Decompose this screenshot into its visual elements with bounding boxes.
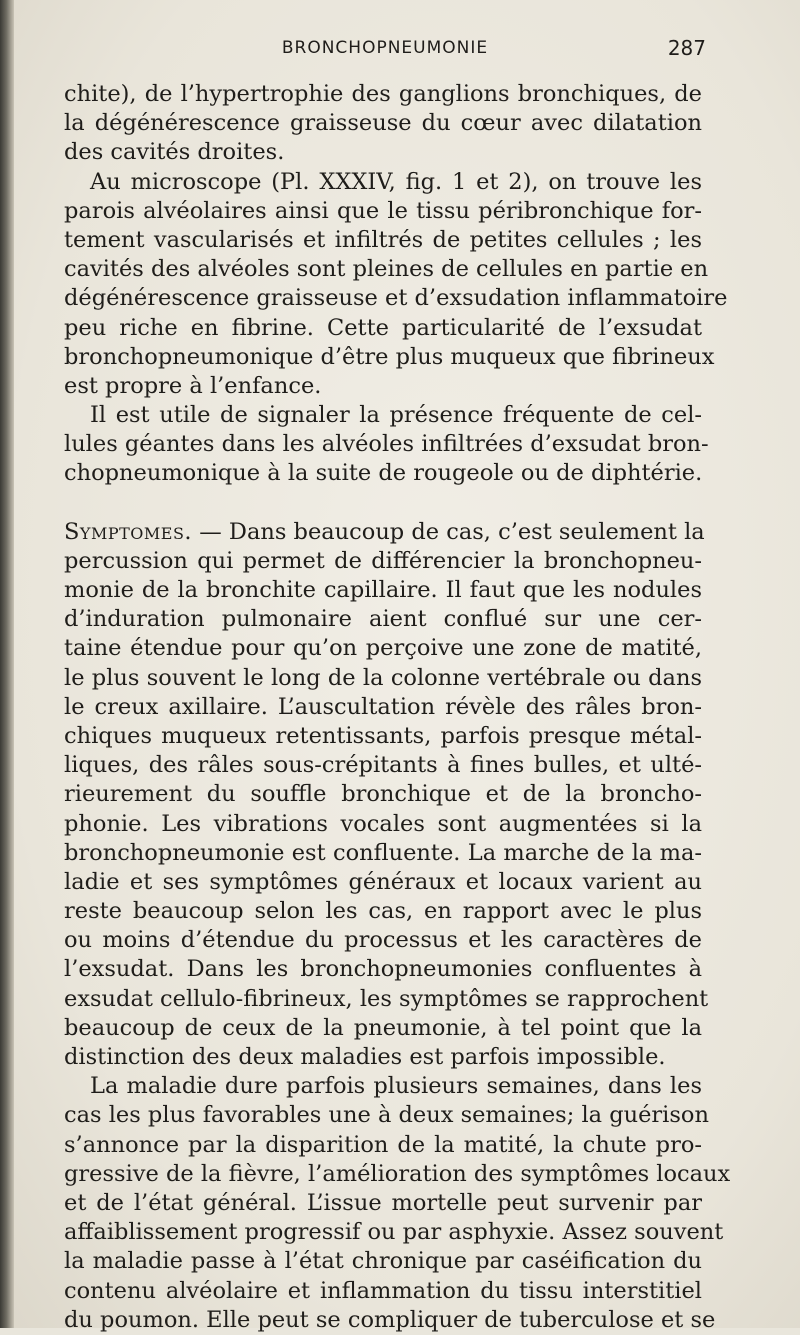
paragraphs-before-symptoms — [64, 80, 728, 489]
text-line: dégénérescence graisseuse et d’exsudation inflammatoire — [64, 285, 728, 312]
paragraph-gap — [64, 489, 702, 518]
running-title: BRONCHOPNEUMONIE — [281, 38, 489, 58]
symptoms-heading: Symptomes. — [64, 518, 193, 545]
text-line: contenu alvéolaire et inflammation du tissu interstitiel — [64, 1277, 702, 1304]
page-number: 287 — [667, 36, 706, 60]
text-line: le creux axillaire. L’auscultation révèle des râles bron- — [64, 693, 702, 720]
text-line: d’induration pulmonaire aient conflué sur une cer- — [64, 606, 702, 633]
symptoms-first-line — [64, 518, 705, 547]
text-line: le plus souvent le long de la colonne vertébrale ou dans — [64, 664, 702, 691]
symptoms-first-line-text: — Dans beaucoup de cas, c’est seulement la — [192, 518, 705, 545]
text-line: rieurement du souffle bronchique et de la broncho- — [64, 781, 702, 808]
text-line: des cavités droites. — [64, 139, 285, 166]
text-line: peu riche en fibrine. Cette particularité de l’exsudat — [64, 314, 702, 341]
text-line: chite), de l’hypertrophie des ganglions bronchiques, de — [64, 81, 702, 107]
text-line: liques, des râles sous-crépitants à fines bulles, et ulté- — [64, 752, 702, 779]
body-text — [64, 80, 731, 1335]
text-line: parois alvéolaires ainsi que le tissu péribronchique for- — [64, 197, 702, 224]
symptoms-paragraphs — [64, 547, 731, 1335]
text-line: monie de la bronchite capillaire. Il faut que les nodules — [64, 577, 702, 603]
text-line: chopneumonique à la suite de rougeole ou de diphtérie. — [64, 460, 703, 487]
text-line: chiques muqueux retentissants, parfois presque métal- — [64, 722, 702, 749]
text-line: Il est utile de signaler la présence fréquente de cel- — [90, 402, 702, 429]
text-line: phonie. Les vibrations vocales sont augmentées si la — [64, 810, 702, 837]
text-line: s’annonce par la disparition de la matité, la chute pro- — [64, 1131, 702, 1158]
text-line: taine étendue pour qu’on perçoive une zone de matité, — [64, 635, 702, 662]
text-line: percussion qui permet de différencier la bronchopneu- — [64, 547, 702, 574]
text-line: bronchopneumonie est confluente. La marche de la ma- — [64, 839, 702, 866]
text-line: cavités des alvéoles sont pleines de cellules en partie en — [64, 256, 709, 283]
page-binding-edge — [0, 0, 14, 1328]
text-line: reste beaucoup selon les cas, en rapport avec le plus — [64, 898, 702, 925]
text-line: la dégénérescence graisseuse du cœur avec dilatation — [64, 110, 702, 137]
text-line: bronchopneumonique d’être plus muqueux que fibrineux — [64, 343, 715, 370]
text-line: du poumon. Elle peut se compliquer de tuberculose et se — [64, 1306, 716, 1333]
text-line: cas les plus favorables une à deux semaines; la guérison — [64, 1102, 709, 1129]
text-line: l’exsudat. Dans les bronchopneumonies confluentes à — [64, 956, 702, 983]
text-line: distinction des deux maladies est parfois impossible. — [64, 1044, 666, 1070]
text-line: affaiblissement progressif ou par asphyxie. Assez souvent — [64, 1219, 724, 1246]
page-header — [64, 36, 706, 64]
text-line: gressive de la fièvre, l’amélioration des symptômes locaux — [64, 1160, 731, 1187]
text-line: est propre à l’enfance. — [64, 372, 322, 399]
text-line: tement vascularisés et infiltrés de petites cellules ; les — [64, 226, 702, 253]
text-line: ou moins d’étendue du processus et les caractères de — [64, 927, 702, 954]
text-line: lules géantes dans les alvéoles infiltrées d’exsudat bron- — [64, 431, 709, 458]
text-line: exsudat cellulo-fibrineux, les symptômes se rapprochent — [64, 985, 709, 1012]
text-line: beaucoup de ceux de la pneumonie, à tel point que la — [64, 1014, 702, 1041]
text-line: la maladie passe à l’état chronique par caséification du — [64, 1248, 702, 1275]
text-line: La maladie dure parfois plusieurs semaines, dans les — [90, 1073, 702, 1100]
text-line: Au microscope (Pl. XXXIV, fig. 1 et 2), on trouve les — [90, 168, 702, 195]
text-line: et de l’état général. L’issue mortelle peut survenir par — [64, 1189, 702, 1216]
text-line: ladie et ses symptômes généraux et locaux varient au — [64, 868, 702, 895]
